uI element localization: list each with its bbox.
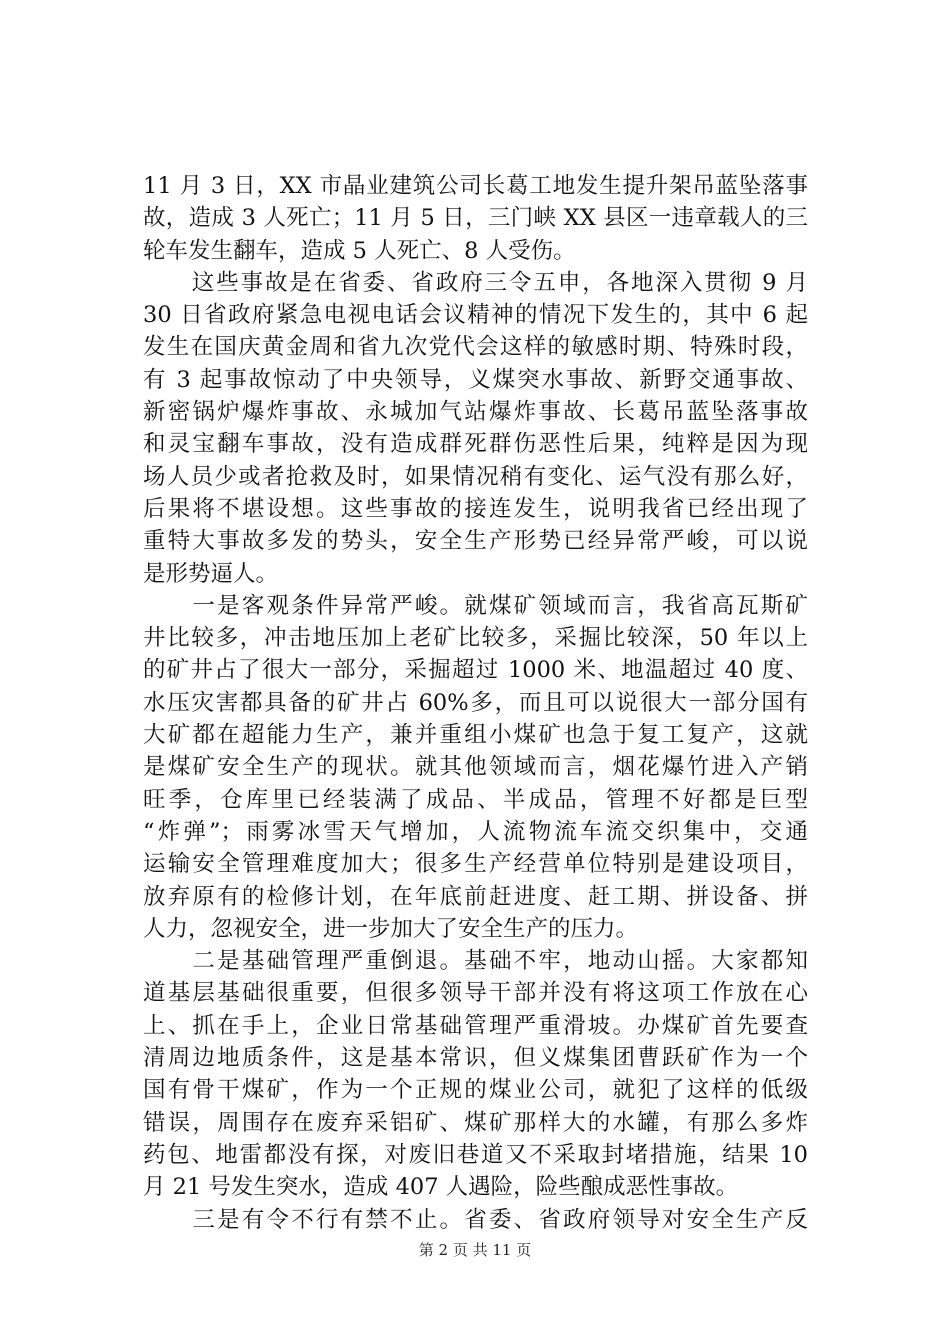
text-line: 水压灾害都具备的矿井占 60%多，而且可以说很大一部分国有 (143, 689, 808, 716)
text-line: 药包、地雷都没有探，对废旧巷道又不采取封堵措施，结果 10 (143, 1141, 808, 1168)
text-line: 三是有令不行有禁不止。省委、省政府领导对安全生产反 (143, 1206, 808, 1233)
text-line: 的矿井占了很大一部分，采掘超过 1000 米、地温超过 40 度、 (143, 657, 808, 684)
text-line: 上、抓在手上，企业日常基础管理严重滑坡。办煤矿首先要查 (143, 1012, 808, 1039)
text-line: 运输安全管理难度加大；很多生产经营单位特别是建设项目， (143, 851, 808, 878)
text-line: 国有骨干煤矿，作为一个正规的煤业公司，就犯了这样的低级 (143, 1077, 808, 1104)
text-line: “炸弹”；雨雾冰雪天气增加，人流物流车流交织集中，交通 (143, 818, 808, 845)
text-line: 新密锅炉爆炸事故、永城加气站爆炸事故、长葛吊蓝坠落事故 (143, 399, 808, 426)
text-line: 一是客观条件异常严峻。就煤矿领域而言，我省高瓦斯矿 (143, 592, 808, 619)
text-line: 清周边地质条件，这是基本常识，但义煤集团曹跃矿作为一个 (143, 1045, 808, 1072)
page-footer: 第 2 页 共 11 页 (418, 1241, 532, 1259)
text-line: 重特大事故多发的势头，安全生产形势已经异常严峻，可以说 (143, 528, 808, 555)
text-line: 有 3 起事故惊动了中央领导，义煤突水事故、新野交通事故、 (143, 366, 808, 393)
text-line: 故，造成 3 人死亡；11 月 5 日，三门峡 XX 县区一违章载人的三 (143, 205, 808, 232)
text-line: 月 21 号发生突水，造成 407 人遇险，险些酿成恶性事故。 (143, 1174, 739, 1201)
text-line: 这些事故是在省委、省政府三令五申，各地深入贯彻 9 月 (143, 269, 808, 296)
text-line: 是煤矿安全生产的现状。就其他领域而言，烟花爆竹进入产销 (143, 754, 808, 781)
text-line: 30 日省政府紧急电视电话会议精神的情况下发生的，其中 6 起 (143, 302, 808, 329)
text-line: 错误，周围存在废弃采铝矿、煤矿那样大的水罐，有那么多炸 (143, 1109, 808, 1136)
document-body (143, 170, 808, 1236)
text-line: 道基层基础很重要，但很多领导干部并没有将这项工作放在心 (143, 980, 808, 1007)
text-line: 人力，忽视安全，进一步加大了安全生产的压力。 (143, 915, 639, 942)
text-line: 11 月 3 日，XX 市晶业建筑公司长葛工地发生提升架吊蓝坠落事 (143, 173, 808, 199)
text-line: 轮车发生翻车，造成 5 人死亡、8 人受伤。 (143, 237, 576, 264)
text-line: 二是基础管理严重倒退。基础不牢，地动山摇。大家都知 (143, 948, 808, 975)
text-line: 大矿都在超能力生产，兼并重组小煤矿也急于复工复产，这就 (143, 722, 808, 749)
text-line: 是形势逼人。 (143, 560, 279, 587)
text-line: 和灵宝翻车事故，没有造成群死群伤恶性后果，纯粹是因为现 (143, 431, 808, 458)
text-line: 场人员少或者抢救及时，如果情况稍有变化、运气没有那么好， (143, 463, 808, 490)
text-line: 放弃原有的检修计划，在年底前赶进度、赶工期、拼设备、拼 (143, 883, 808, 910)
text-line: 发生在国庆黄金周和省九次党代会这样的敏感时期、特殊时段， (143, 334, 808, 361)
text-line: 井比较多，冲击地压加上老矿比较多，采掘比较深，50 年以上 (143, 625, 808, 652)
text-line: 旺季，仓库里已经装满了成品、半成品，管理不好都是巨型 (143, 786, 808, 813)
text-line: 后果将不堪设想。这些事故的接连发生，说明我省已经出现了 (143, 495, 808, 522)
